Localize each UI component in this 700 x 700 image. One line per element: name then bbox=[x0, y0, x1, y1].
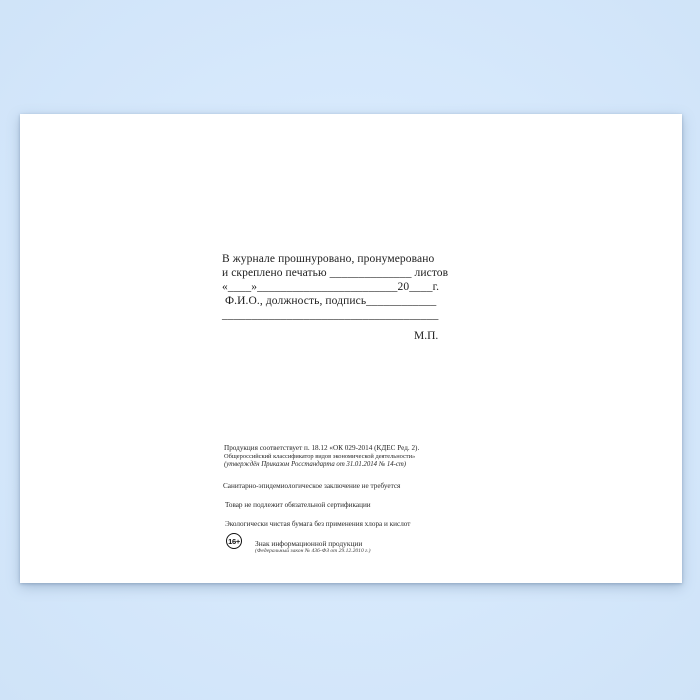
seal-place-label: М.П. bbox=[414, 330, 439, 342]
age-restriction-16-icon bbox=[226, 533, 242, 549]
product-classification-line-3: (утверждён Приказом Росстандарта от 31.01.2014 № 14-ст) bbox=[224, 460, 407, 468]
info-product-sign-title: Знак информационной продукции bbox=[255, 538, 363, 548]
product-classification-line-1: Продукция соответствует п. 18.12 «ОК 029-2014 (КДЕС Ред. 2). bbox=[224, 444, 420, 452]
certification-statement: Товар не подлежит обязательной сертификации bbox=[225, 501, 371, 509]
journal-back-page bbox=[20, 114, 682, 583]
binding-record-date-line: «____»________________________20____г. bbox=[222, 281, 440, 293]
binding-record-block bbox=[222, 252, 448, 322]
age-restriction-16-label: 16+ bbox=[228, 536, 240, 546]
product-classification-line-2: Общероссийский классификатор видов экономической деятельности» bbox=[224, 453, 416, 460]
binding-record-signature-line: Ф.И.О., должность, подпись____________ bbox=[222, 295, 437, 307]
info-product-sign-law-reference: (Федеральный закон № 436-ФЗ от 29.12.2010 г.) bbox=[255, 547, 371, 554]
binding-record-line-2: и скреплено печатью ______________ листов bbox=[222, 267, 449, 279]
sanitary-statement: Санитарно-эпидемиологическое заключение не требуется bbox=[223, 482, 401, 490]
binding-record-line-1: В журнале прошнуровано, пронумеровано bbox=[222, 253, 435, 265]
eco-paper-statement: Экологически чистая бумага без применения хлора и кислот bbox=[225, 520, 411, 528]
binding-record-blank-line: _____________________________________ bbox=[222, 309, 439, 321]
